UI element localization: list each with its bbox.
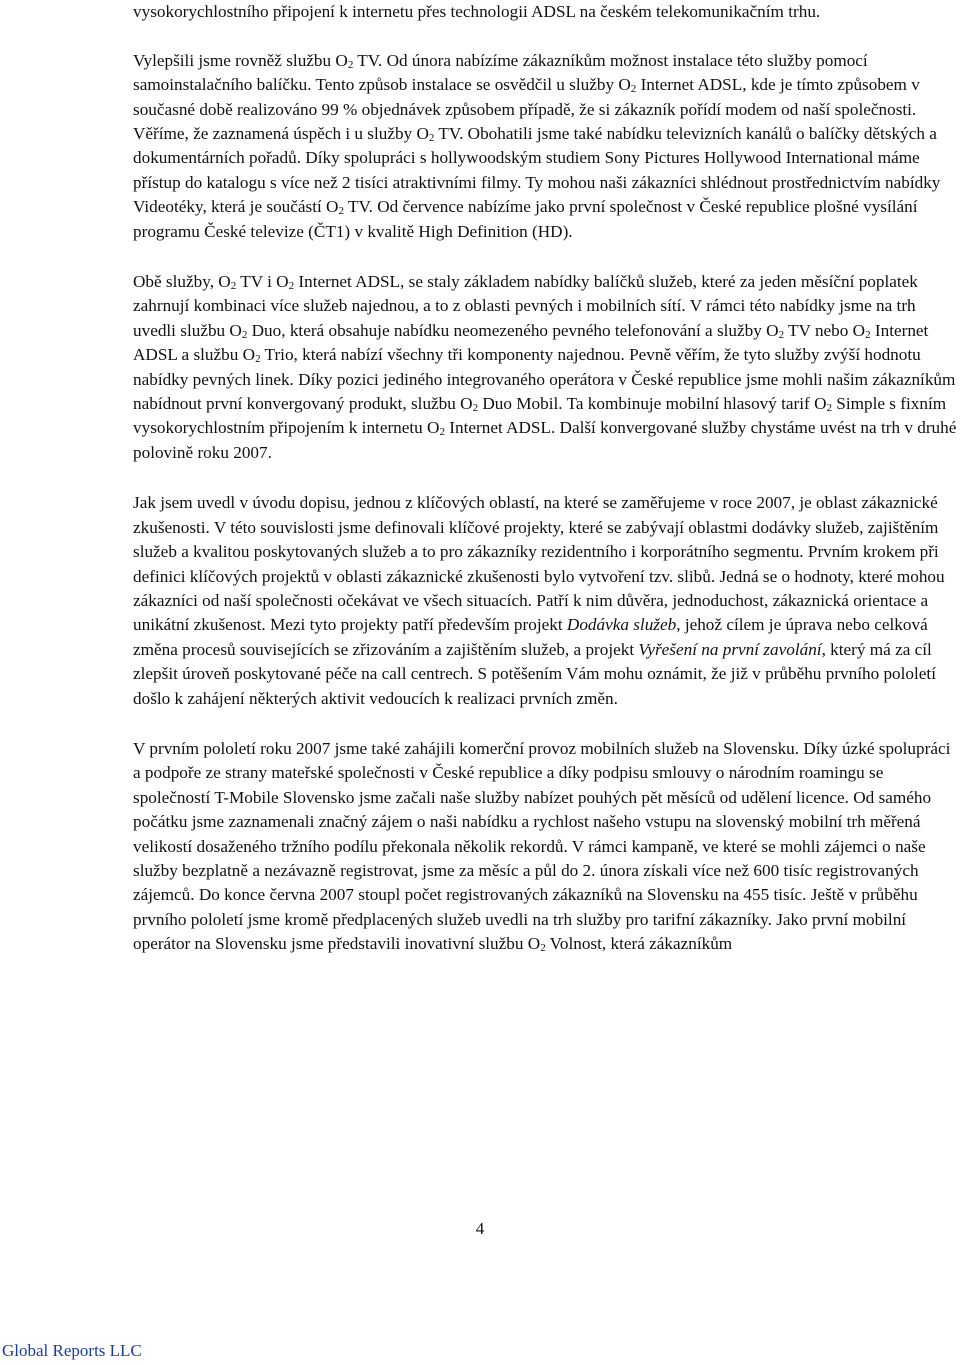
subscript-text: 2 <box>540 942 546 955</box>
text-run: Trio, která nabízí všechny tři komponenty najednou. Pevně věřím, že tyto služby zvýší hodnotu nabídky pevných linek. Díky pozici jediného integrovaného operátora v České republice jsme mohli našim zákazníkům nabídnout první konvergovaný produkt, službu O <box>133 345 956 414</box>
paragraph-slovakia-launch <box>133 737 960 957</box>
text-run: Internet ADSL a službu O <box>133 320 929 365</box>
paragraph-o2-tv <box>133 49 960 244</box>
text-run: Vylepšili jsme rovněž službu O <box>133 50 348 70</box>
text-run: TV. Obohatili jsme také nabídku televizních kanálů o balíčky dětských a dokumentárních pořadů. Díky spolupráci s hollywoodským studiem Sony Pictures Hollywood International máme přístup do katalogu s více než 2 tisíci atraktivními filmy. Ty mohou naši zákazníci shlédnout prostřednictvím nabídky Videotéky, která je součástí O <box>133 124 941 217</box>
text-run: TV i O <box>236 272 289 292</box>
subscript-text: 2 <box>338 205 344 218</box>
document-body <box>133 0 960 957</box>
paragraph-customer-experience <box>133 491 960 711</box>
page-number: 4 <box>475 1219 485 1238</box>
subscript-text: 2 <box>865 328 871 341</box>
text-run: Jak jsem uvedl v úvodu dopisu, jednou z klíčových oblastí, na které se zaměřujeme v roce 2007, je oblast zákaznické zkušenosti. V této souvislosti jsme definovali klíčové projekty, které se zabývají oblastmi dodávky služeb, zajištěním služeb a kvalitou poskytovaných služeb a to pro zákazníky rezidentního i korporátního segmentu. Prvním krokem při definici klíčových projektů v oblasti zákaznické zkušenosti bylo vytvoření tzv. slibů. Jedná se o hodnoty, které mohou zákazníci od naší společnosti očekávat ve všech situacích. Patří k nim důvěra, jednoduchost, zákaznická orientace a unikátní zkušenost. Mezi tyto projekty patří především projekt <box>133 493 945 635</box>
subscript-text: 2 <box>288 280 295 293</box>
subscript-text: 2 <box>428 132 435 145</box>
text-run: vysokorychlostního připojení k internetu přes technologii ADSL na českém telekomunikačním trhu. <box>133 2 821 21</box>
paragraph-service-bundles <box>133 270 960 465</box>
subscript-text: 2 <box>255 353 261 366</box>
text-run: Internet ADSL, se staly základem nabídky balíčků služeb, které za jeden měsíční poplatek zahrnují kombinaci více služeb najednou, a to z oblasti pevných i mobilních sítí. V rámci této nabídky jsme na trh uvedli službu O <box>133 272 918 340</box>
text-run: Volnost, která zákazníkům <box>545 934 733 954</box>
text-run: TV nebo O <box>784 320 866 340</box>
text-run: Simple s fixním vysokorychlostním připojením k internetu O <box>133 394 947 438</box>
text-run: Duo, která obsahuje nabídku neomezeného pevného telefonování a služby O <box>247 320 779 340</box>
text-run: TV. Od července nabízíme jako první společnost v České republice plošné vysílání programu České televize (ČT1) v kvalitě High Definition (HD). <box>133 197 918 241</box>
text-run: , jehož cílem je úprava nebo celková změna procesů souvisejících se zřizováním a zajištěním služeb, a projekt <box>133 615 928 659</box>
subscript-text: 2 <box>241 328 248 341</box>
subscript-text: 2 <box>347 58 354 71</box>
paragraph-adsl-market <box>133 0 960 24</box>
text-run: Obě služby, O <box>133 272 231 292</box>
subscript-text: 2 <box>439 426 445 439</box>
text-run: Internet ADSL. Další konvergované služby chystáme uvést na trh v druhé polovině roku 2007. <box>133 418 957 462</box>
subscript-text: 2 <box>630 83 637 96</box>
subscript-text: 2 <box>826 402 832 415</box>
text-run: Duo Mobil. Ta kombinuje mobilní hlasový tarif O <box>478 394 827 414</box>
italic-text: Dodávka služeb <box>566 615 677 635</box>
subscript-text: 2 <box>472 402 479 415</box>
footer-brand: Global Reports LLC <box>2 1341 142 1360</box>
subscript-text: 2 <box>778 328 785 341</box>
text-run: V prvním pololetí roku 2007 jsme také zahájili komerční provoz mobilních služeb na Slovensku. Díky úzké spolupráci a podpoře ze strany mateřské společnosti v České republice a díky podpisu smlouvy o národním roamingu se společností T-Mobile Slovensko jsme začali naše služby nabízet pouhých pět měsíců od udělení licence. Od samého počátku jsme zaznamenali značný zájem o naši nabídku a rychlost našeho vstupu na slovenský mobilní trh měřená velikostí dosaženého tržního podílu překonala několik rekordů. V rámci kampaně, ve které se mohli zájemci o naše služby bezplatně a nezávazně registrovat, jsme za měsíc a půl do 2. února získali více než 600 tisíc registrovaných zájemců. Do konce června 2007 stoupl počet registrovaných zákazníků na Slovensku na 455 tisíc. Ještě v průběhu prvního pololetí jsme kromě předplacených služeb uvedli na trh služby pro tarifní zákazníky. Jako první mobilní operátor na Slovensku jsme představili inovativní službu O <box>133 738 951 954</box>
subscript-text: 2 <box>230 280 237 293</box>
italic-text: Vyřešení na první zavolání <box>638 639 822 659</box>
text-run: TV. Od února nabízíme zákazníkům možnost instalace této služby pomocí samoinstalačního balíčku. Tento způsob instalace se osvědčil u služby O <box>133 50 868 95</box>
text-run: , který má za cíl zlepšit úroveň poskytované péče na call centrech. S potěšením Vám mohu oznámit, že již v průběhu prvního pololetí došlo k zahájení některých aktivit vedoucích k realizaci prvních změn. <box>133 639 936 708</box>
text-run: Internet ADSL, kde je tímto způsobem v současné době realizováno 99 % objednávek způsobem případě, že si zákazník pořídí modem od naší společnosti. Věříme, že zaznamená úspěch i u služby O <box>133 75 920 144</box>
